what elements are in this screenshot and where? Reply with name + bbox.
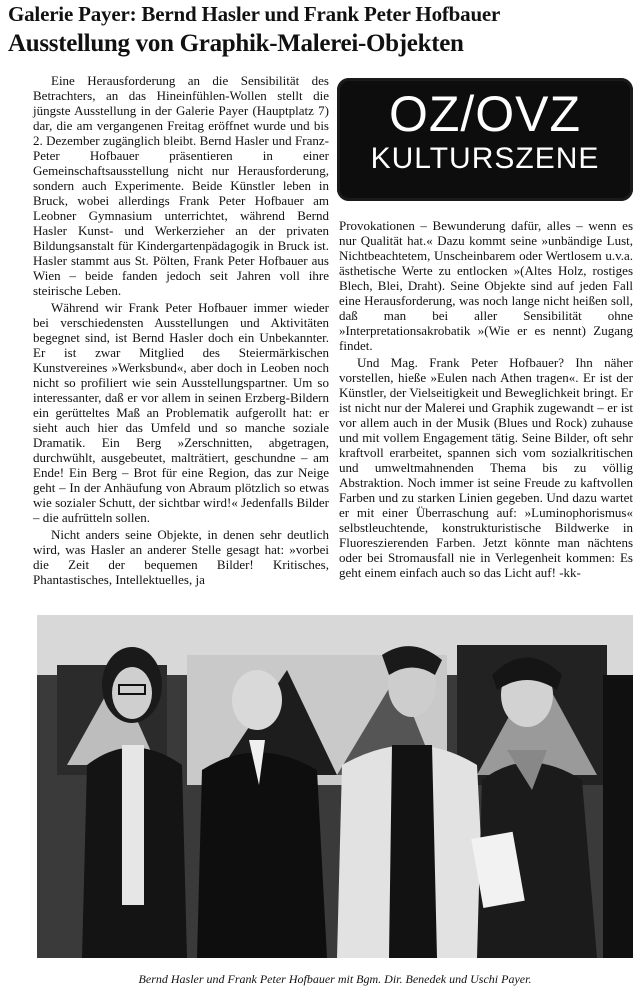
article-column-2 bbox=[339, 218, 633, 582]
group-photo bbox=[37, 615, 633, 958]
logo-text-oz-ovz: OZ/OVZ bbox=[388, 86, 582, 142]
logo-text-kulturszene: KULTURSZENE bbox=[370, 142, 600, 175]
article-paragraph: Nicht anders seine Objekte, in denen sehr deutlich wird, was Hasler an anderer Stelle gesagt hat: »vorbei die Zeit der bequemen Bilder! Kritisches, Phantastisches, Intellektuelles, ja bbox=[33, 527, 329, 587]
photo-caption: Bernd Hasler und Frank Peter Hofbauer mit Bgm. Dir. Benedek und Uschi Payer. bbox=[138, 972, 532, 986]
article-paragraph: Eine Herausforderung an die Sensibilität des Betrachters, an das Hineinfühlen-Wollen stellt die jüngste Ausstellung in der Galerie Payer (Hauptplatz 7) dar, die am vergangenen Freitag eröffnet wurde und bis 2. Dezember zugänglich bleibt. Bernd Hasler und Franz-Peter Hofbauer präsentieren in einer Gemeinschaftsausstellung nicht nur Herausforderung, sondern auch Experimente. Beide Künstler leben in Bruck, wobei allerdings Frank Peter Hofbauer am Leobner Gymnasium unterrichtet, während Bernd Hasler Kunst- und Werkerzieher an der privaten Bildungsanstalt für Kindergartenpädagogik in Bruck ist. Hasler stammt aus St. Pölten, Frank Peter Hofbauer aus Wien – beide fanden jedoch seit Jahren voll ihre steirische Leben. bbox=[33, 73, 329, 298]
group-photo-image bbox=[37, 615, 633, 958]
oz-ovz-kulturszene-logo bbox=[337, 78, 633, 201]
article-column-1 bbox=[33, 73, 329, 589]
headline-title: Ausstellung von Graphik-Malerei-Objekten bbox=[8, 30, 464, 57]
article-paragraph: Und Mag. Frank Peter Hofbauer? Ihn näher vorstellen, hieße »Eulen nach Athen tragen«. Er ist der Künstler, der Vielseitigkeit und Beweglichkeit bringt. Er ist nicht nur der Malerei und Graphik zugewandt – er ist vor allem auch in der Musik (Blues und Rock) zuhause und mit vollem Engagement tätig. Seine Bilder, oft sehr kraftvoll erarbeitet, spannen sich vom sozialkritischen und umweltmahnenden Thema bis zu völlig Abstraktion. Noch immer ist seine Freude zu kaftvollen Farben und zu starken Linien gegeben. Und dazu wartet er mit einer Überraschung auf: »Luminophorismus« selbstleuchtende, konstrukturistische Bildwerke in Fluoreszierenden Farben. Jetzt könnte man nächtens oder bei Stromausfall nie in Verlegenheit kommen: Es geht einem einfach auch so das Licht auf! -kk- bbox=[339, 355, 633, 580]
article-paragraph: Provokationen – Bewunderung dafür, alles – wenn es nur Qualität hat.« Dazu kommt seine »unbändige Lust, Nichtbeachtetem, Unscheinbarem oder Wertlosem u.v.a. ästhetische Werte zu entlocken »(Altes Holz, rostiges Blech, Blei, Draht). Seine Objekte sind auf jeden Fall eine Herausforderung, was noch lange nicht heißen soll, daß man bei aller Sensibilität ohne »Interpretationsakrobatik »(Wie er es nennt) Zugang findet. bbox=[339, 218, 633, 353]
article-paragraph: Während wir Frank Peter Hofbauer immer wieder bei verschiedensten Ausstellungen und Aktivitäten begegnet sind, ist Bernd Hasler doch ein Unbekannter. Er ist zwar Mitglied des Steiermärkischen Kunstvereines »Werksbund«, aber doch in Leoben noch nicht so profiliert wie sein Ausstellungspartner. Um so interessanter, daß er vor allem in seinen Erzberg-Bildern ein gerütteltes Maß an Problematik aufgerollt hat: er sieht auch hier das Umfeld und so manche soziale Dramatik. Ein Berg »Zerschnitten, abgetragen, durchwühlt, ausgebeutet, malträtiert, geschundne – am Ende! Ein Berg – Brot für eine Region, das zur Neige geht – In der Anhäufung von Abraum plötzlich so etwas wie sozialer Schutt, der sichtbar wird!« Jedenfalls Bilder – die aufrütteln sollen. bbox=[33, 300, 329, 525]
headline-kicker: Galerie Payer: Bernd Hasler und Frank Peter Hofbauer bbox=[8, 2, 501, 26]
